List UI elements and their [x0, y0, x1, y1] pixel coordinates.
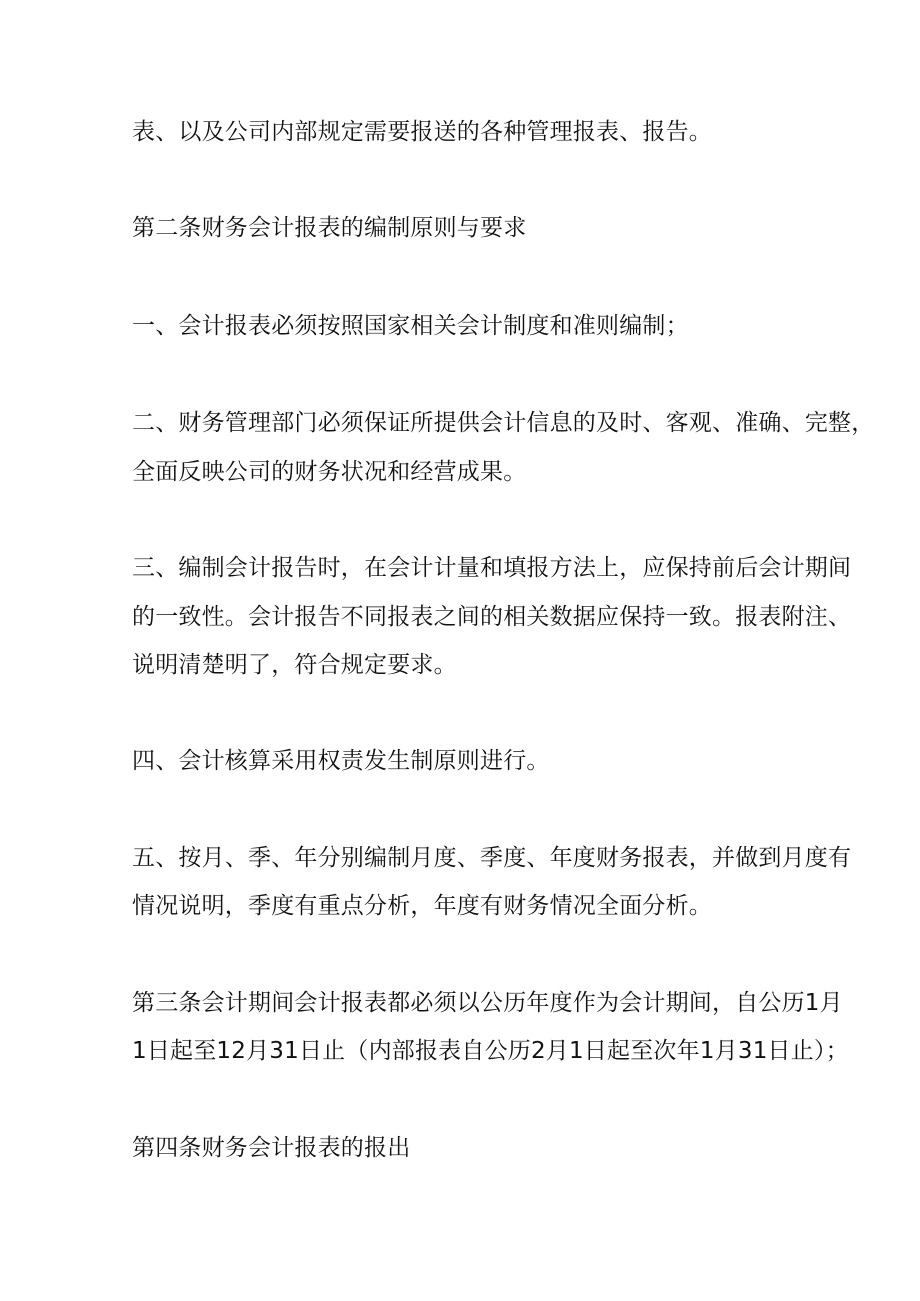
- text-line: 的一致性。会计报告不同报表之间的相关数据应保持一致。报表附注、: [132, 604, 852, 630]
- text-line: 四、会计核算采用权责发生制原则进行。: [132, 748, 550, 774]
- text-line: 二、财务管理部门必须保证所提供会计信息的及时、客观、准确、完整，: [132, 410, 875, 436]
- text-line: 三、编制会计报告时，在会计计量和填报方法上，应保持前后会计期间: [132, 555, 852, 581]
- section-heading: 第二条财务会计报表的编制原则与要求: [132, 215, 527, 241]
- text-line: 情况说明，季度有重点分析，年度有财务情况全面分析。: [132, 893, 712, 919]
- section-heading: 第四条财务会计报表的报出: [132, 1135, 411, 1161]
- text-line: 全面反映公司的财务状况和经营成果。: [132, 459, 527, 485]
- text-line: 一、会计报表必须按照国家相关会计制度和准则编制；: [132, 313, 689, 339]
- text-line: 说明清楚明了，符合规定要求。: [132, 652, 457, 678]
- text-line: 表、以及公司内部规定需要报送的各种管理报表、报告。: [132, 119, 712, 145]
- text-line: 1日起至12月31日止（内部报表自公历2月1日起至次年1月31日止）；: [132, 1038, 849, 1064]
- section-heading: 第三条会计期间会计报表都必须以公历年度作为会计期间，自公历1月: [132, 990, 843, 1016]
- text-line: 五、按月、季、年分别编制月度、季度、年度财务报表，并做到月度有: [132, 845, 852, 871]
